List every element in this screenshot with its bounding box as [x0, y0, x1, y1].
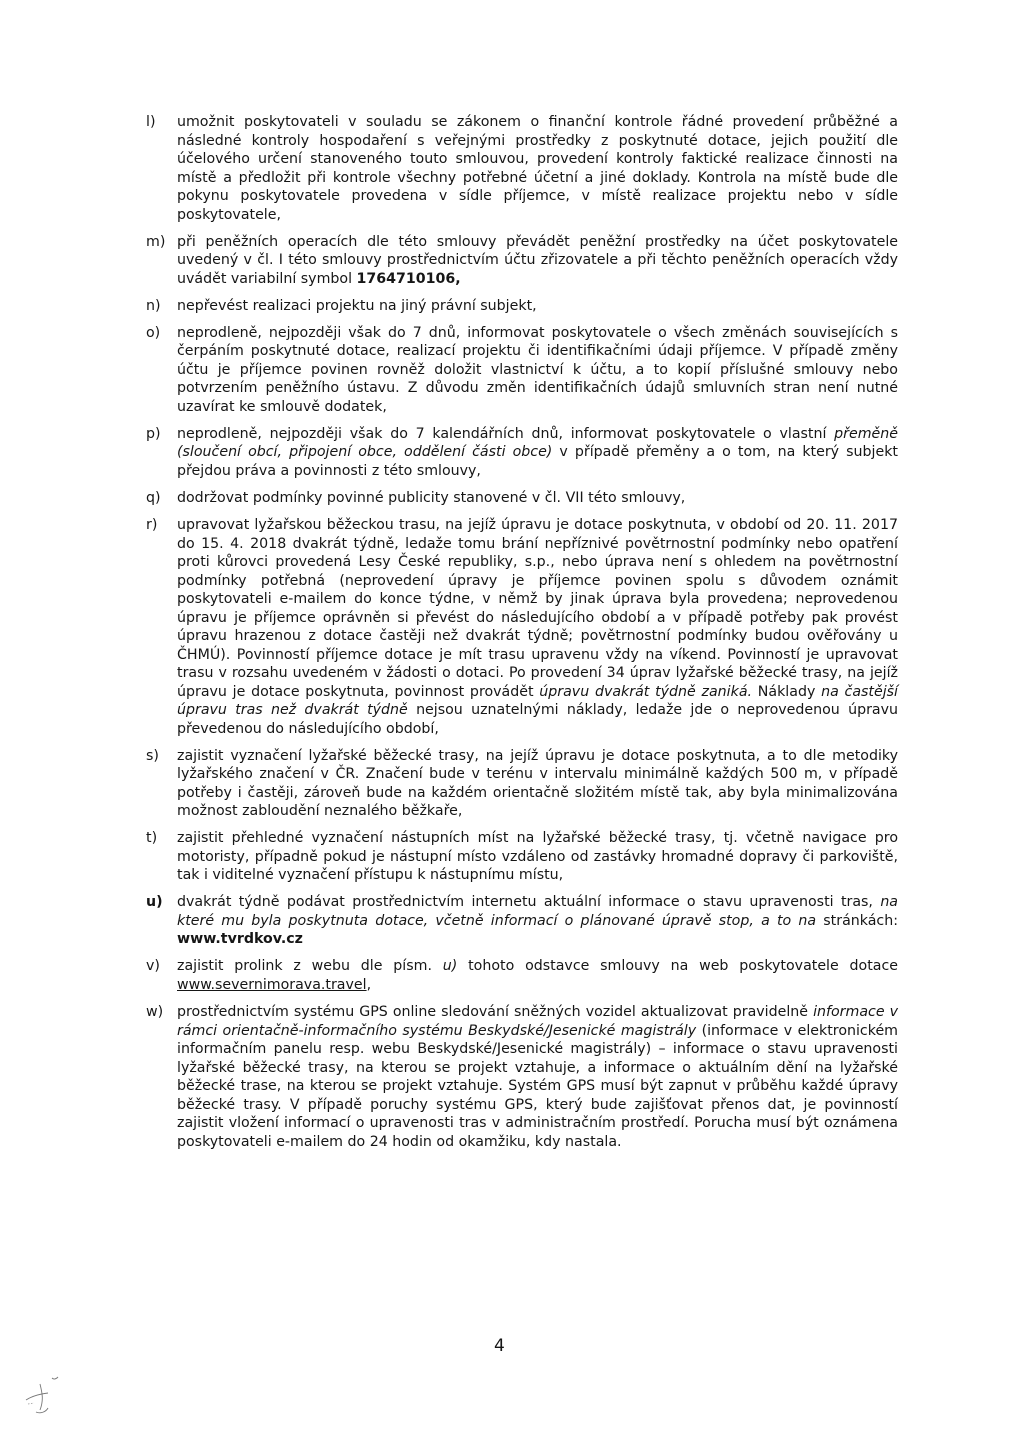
text-run: nejsou uznatelnými náklady, ledaže jde o neprovedenou úpravu převedenou do následujícího období, [177, 702, 898, 737]
text-run: , [366, 976, 372, 993]
text-run: na častější úpravu tras než dvakrát týdně [177, 683, 898, 719]
list-item-text [177, 425, 898, 481]
text-run: tohoto odstavce smlouvy na web poskytovatele dotace [457, 958, 899, 975]
text-run: úpravu dvakrát týdně zaniká. [539, 683, 753, 700]
list-item-text [177, 893, 898, 949]
list-item-marker: o) [146, 324, 161, 341]
text-run: zajistit vyznačení lyžařské běžecké trasy, na jejíž úpravu je dotace poskytnuta, a to dle metodiky lyžařského značení v ČR. Značení bude v terénu v intervalu minimálně každých 500 m, v případě potřeby i častěji, zároveň bude na každém orientačně složitém místě tak, aby byla minimalizována možnost zabloudění neznalého běžkaře, [177, 747, 898, 820]
text-run: zajistit přehledné vyznačení nástupních míst na lyžařské běžecké trasy, tj. včetně navigace pro motoristy, případně pokud je nástupní místo vzdáleno od zastávky hromadné dopravy či parkoviště, tak i viditelné vyznačení přístupu k nástupnímu místu, [177, 830, 898, 884]
list-item-text [177, 516, 898, 738]
text-run: stránkách: [816, 912, 898, 929]
text-run: Náklady [752, 683, 822, 700]
list-item [146, 297, 898, 316]
list-item-marker: s) [146, 747, 159, 764]
list-item-text [177, 829, 898, 885]
list-item [146, 324, 898, 417]
list-item [146, 1003, 898, 1151]
list-item-text [177, 747, 898, 821]
list-item-marker: m) [146, 233, 166, 250]
list-item-marker: n) [146, 297, 161, 314]
list-item [146, 893, 898, 949]
text-run: (informace v elektronickém informačním panelu resp. webu Beskydské/Jesenické magistrály) – informace o stavu upravenosti lyžařské běžecké trasy, na kterou se projekt vztahuje, a informace o aktuálním dění na lyžařské běžecké trase, na kterou se projekt vztahuje. Systém GPS musí být zapnut v průběhu každé úpravy běžecké trasy. V případě poruchy systému GPS, který bude zajišťovat přenos dat, je povinností zajistit vložení informací o upravenosti tras v administračním prostředí. Porucha musí být oznámena poskytovateli e-mailem do 24 hodin od okamžiku, kdy nastala. [177, 1022, 898, 1150]
list-item-marker: t) [146, 830, 158, 847]
text-run: umožnit poskytovateli v souladu se zákonem o finanční kontrole řádné provedení průběžné a následné kontroly hospodaření s veřejnými prostředky z poskytnuté dotace, jejich použití dle účelového určení stanoveného touto smlouvou, provedení kontroly faktické realizace činnosti na místě a předložit při kontrole všechny potřebné účetní a jiné doklady. Kontrola na místě bude dle pokynu poskytovatele provedena v sídle příjemce, v místě realizace projektu nebo v sídle poskytovatele, [177, 114, 898, 223]
list-item-marker: u) [146, 894, 163, 911]
list-item-text [177, 1003, 898, 1151]
text-run: u) [442, 958, 458, 975]
list-item [146, 489, 898, 508]
list-item-marker: w) [146, 1004, 164, 1021]
list-item [146, 957, 898, 994]
handwritten-signature [18, 1370, 68, 1420]
text-run: 1764710106, [356, 270, 461, 287]
list-item [146, 747, 898, 821]
text-run: neprodleně, nejpozději však do 7 dnů, informovat poskytovatele o všech změnách souvisejících s čerpáním poskytnuté dotace, realizací projektu či identifikačními údaji příjemce. V případě změny účtu je příjemce povinen rovněž doložit vlastnictví k účtu, a to kopií příslušné smlouvy nebo potvrzením peněžního ústavu. Z důvodu změn identifikačních údajů smluvních stran není nutné uzavírat ke smlouvě dodatek, [177, 324, 898, 415]
text-run: v případě přeměny a o tom, na který subjekt přejdou práva a povinnosti z této smlouvy, [177, 444, 898, 479]
text-run: neprodleně, nejpozději však do 7 kalendářních dnů, informovat poskytovatele o vlastní [177, 425, 835, 442]
list-item-marker: r) [146, 517, 158, 534]
list-item [146, 425, 898, 481]
obligation-list [146, 113, 898, 1160]
text-run: www.severnimorava.travel [177, 976, 367, 993]
list-item [146, 113, 898, 224]
text-run: www.tvrdkov.cz [177, 931, 303, 948]
text-run: při peněžních operacích dle této smlouvy převádět peněžní prostředky na účet poskytovatele uvedený v čl. I této smlouvy prostřednictvím účtu zřizovatele a při těchto peněžních operacích vždy uvádět variabilní symbol [177, 233, 898, 287]
text-run: informace v rámci orientačně-informačního systému Beskydské/Jesenické magistrály [177, 1004, 898, 1039]
text-run: na které mu byla poskytnuta dotace, včetně informací o plánované úpravě stop, a to na [177, 894, 898, 929]
list-item [146, 829, 898, 885]
text-run: prostřednictvím systému GPS online sledování sněžných vozidel aktualizovat pravidelně [177, 1004, 814, 1021]
list-item [146, 516, 898, 738]
text-run: dodržovat podmínky povinné publicity stanovené v čl. VII této smlouvy, [177, 489, 686, 506]
list-item-text [177, 957, 898, 994]
text-run: přeměně (sloučení obcí, připojení obce, oddělení části obce) [177, 425, 898, 461]
list-item-marker: p) [146, 425, 161, 442]
text-run: zajistit prolink z webu dle písm. [177, 958, 443, 975]
text-run: nepřevést realizaci projektu na jiný právní subjekt, [177, 297, 537, 314]
list-item [146, 233, 898, 289]
text-run: upravovat lyžařskou běžeckou trasu, na jejíž úpravu je dotace poskytnuta, v období od 20. 11. 2017 do 15. 4. 2018 dvakrát týdně, ledaže tomu brání nepříznivé povětrnostní podmínky nebo opatření proti kůrovci provedená Lesy České republiky, s.p., nebo úprava není s ohledem na povětrnostní podmínky potřebná (neprovedení úpravy je příjemce povinen spolu s důvodem oznámit poskytovateli e-mailem do konce týdne, v němž by jinak úprava byla provedena; neprovedenou úpravu je příjemce oprávněn si převést do následujícího období a v případě potřeby pak provést úpravu hrazenou z dotace častěji než dvakrát týdně; povětrnostní podmínky budou ověřovány u ČHMÚ). Povinností příjemce dotace je mít trasu upravenu vždy na víkend. Povinností je upravovat trasu v rozsahu uvedeném v žádosti o dotaci. Po provedení 34 úprav lyžařské běžecké trasy, na jejíž úpravu je dotace poskytnuta, povinnost provádět [177, 517, 898, 700]
list-item-marker: v) [146, 958, 160, 975]
page-number: 4 [494, 1336, 505, 1356]
list-item-text [177, 489, 898, 508]
list-item-marker: q) [146, 489, 161, 506]
list-item-text [177, 324, 898, 417]
list-item-text [177, 233, 898, 289]
list-item-text [177, 113, 898, 224]
list-item-text [177, 297, 898, 316]
list-item-marker: l) [146, 114, 156, 130]
text-run: dvakrát týdně podávat prostřednictvím internetu aktuální informace o stavu upravenosti tras, [177, 894, 881, 911]
